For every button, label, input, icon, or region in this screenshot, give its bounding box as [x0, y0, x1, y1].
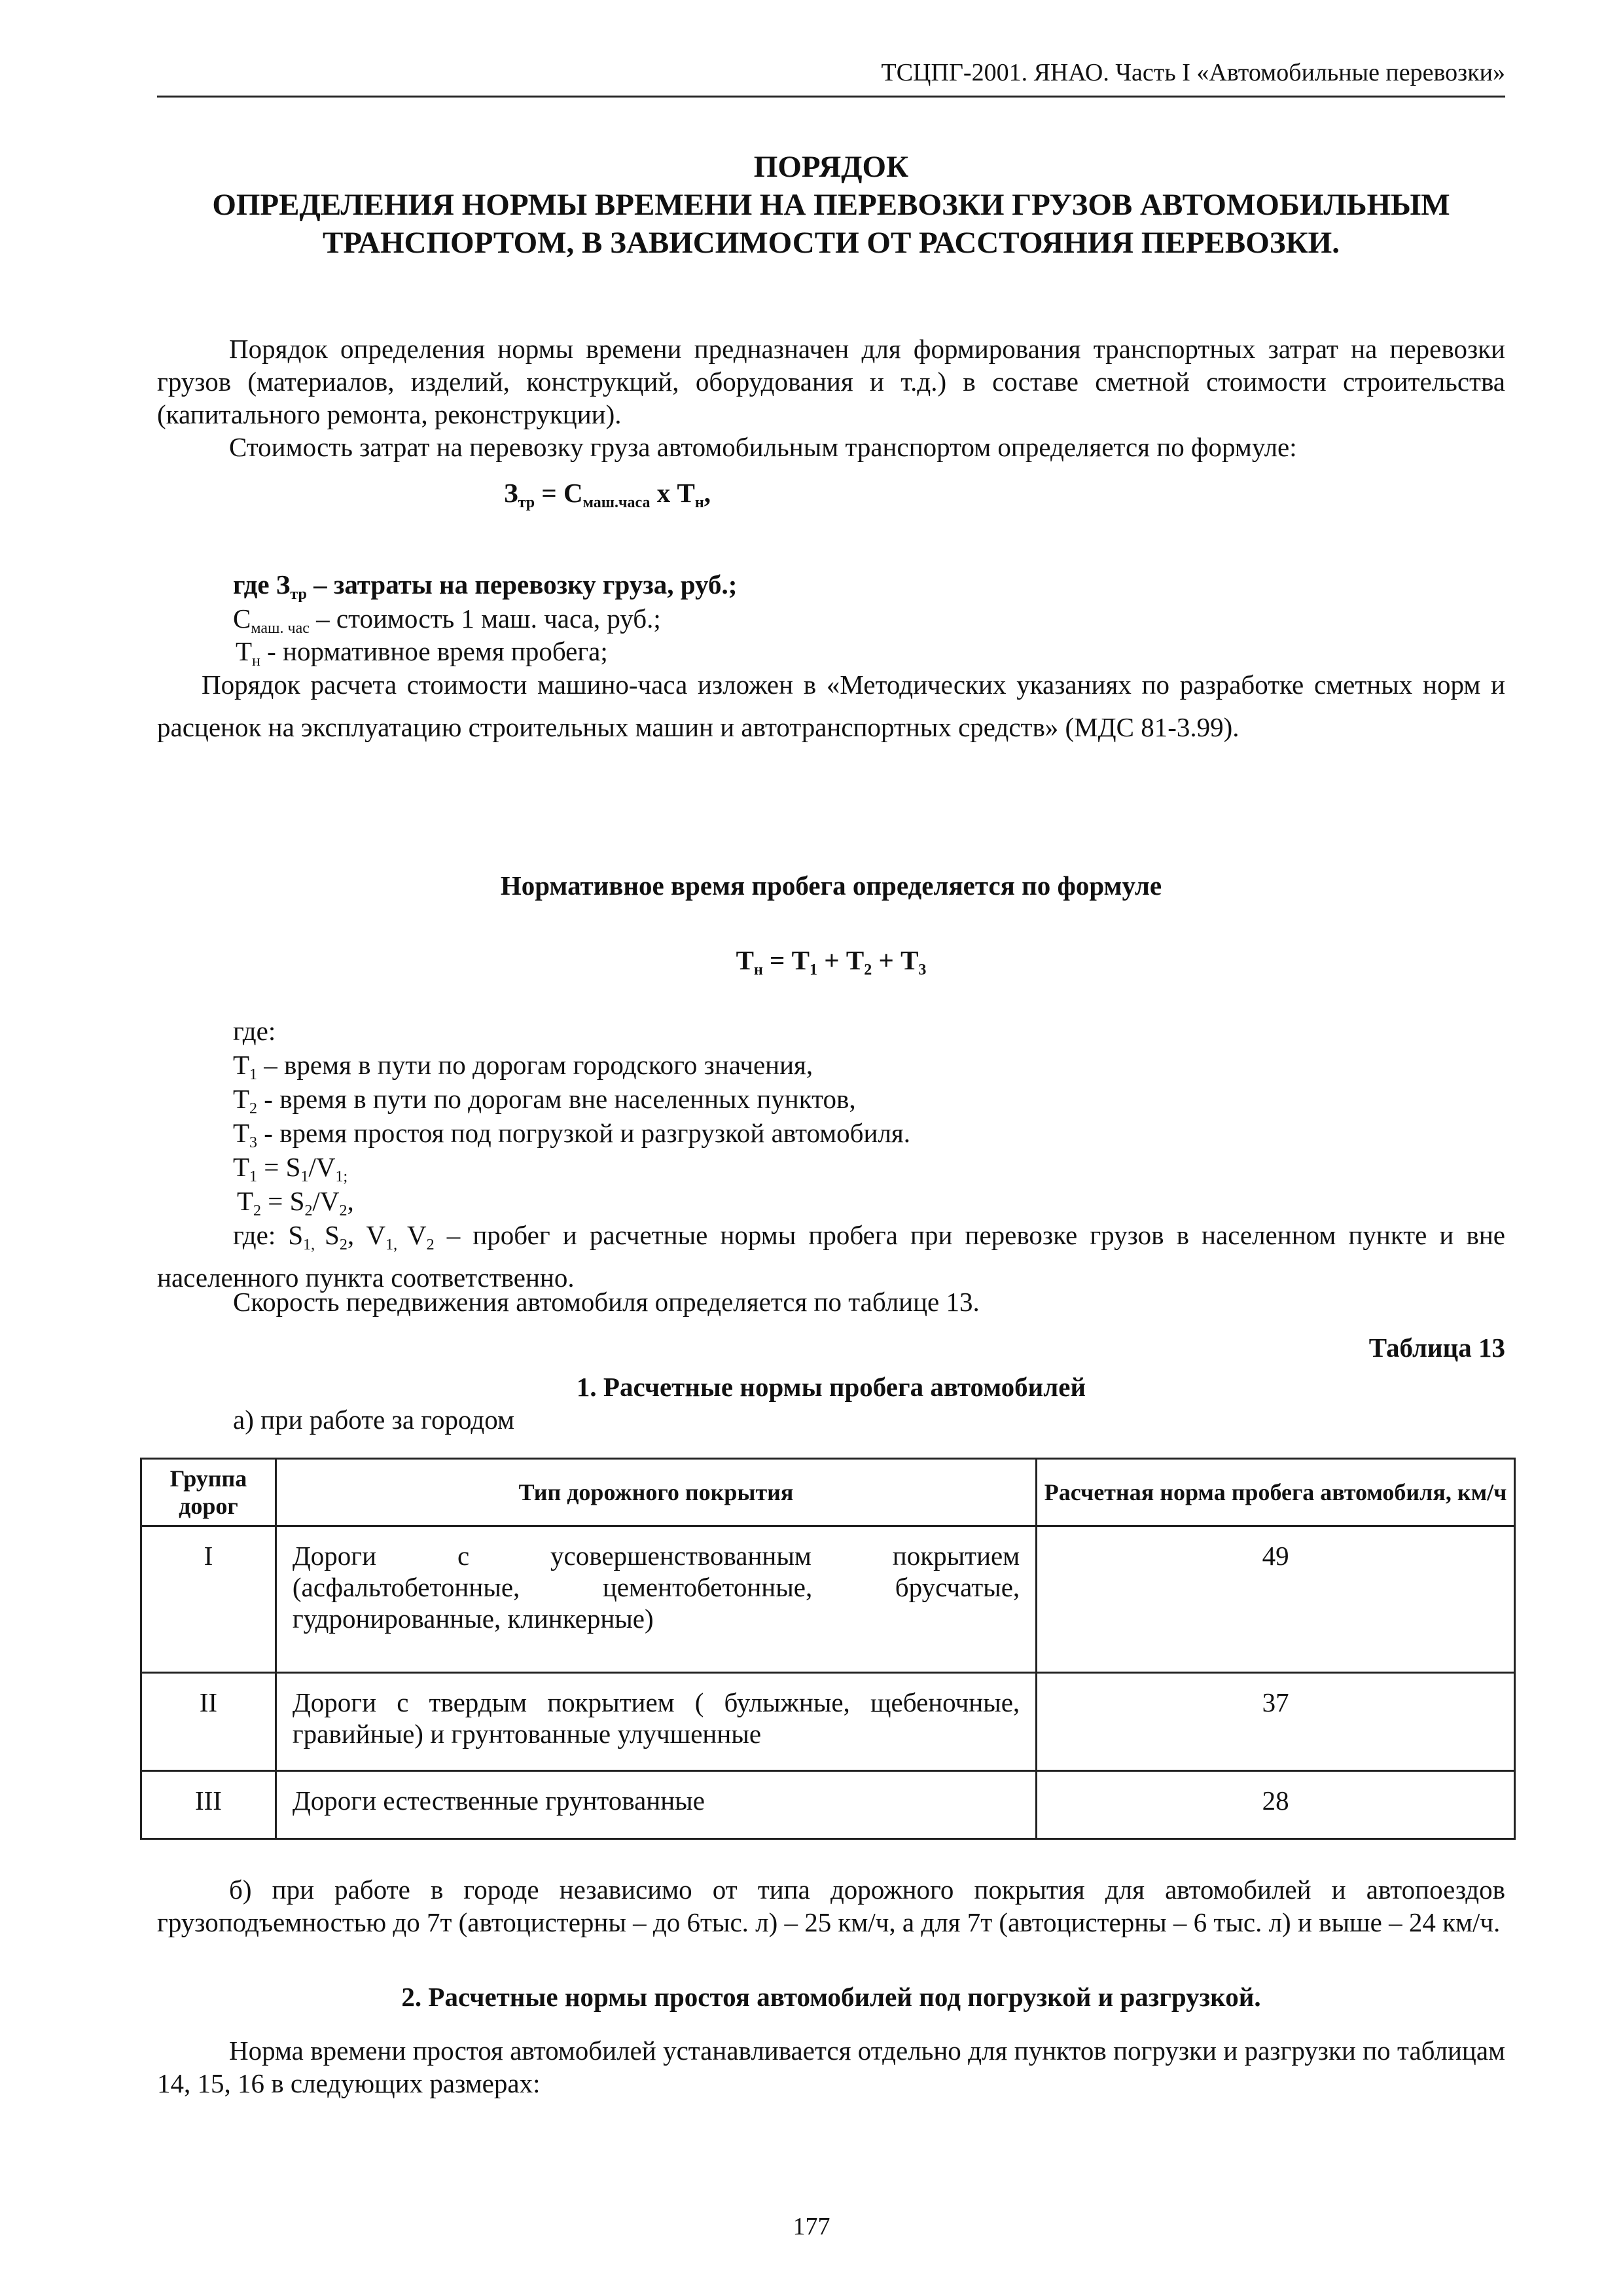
- intro-formula-lead: Стоимость затрат на перевозку груза автомобильным транспортом определяется по формуле:: [229, 432, 1297, 462]
- where-label: где:: [233, 1016, 276, 1046]
- table-header-row: [141, 1459, 1515, 1526]
- table-row: [141, 1526, 1515, 1673]
- cell-type: Дороги естественные грунтованные: [276, 1771, 1036, 1839]
- page-number: 177: [793, 2213, 830, 2240]
- where-norm-time-line: $Т_н$ - нормативное время пробега;: [236, 636, 608, 670]
- formula-t1: $Т_1 = S_1/V_{1;}$: [233, 1152, 348, 1185]
- road-speed-table: [140, 1458, 1516, 1840]
- cell-group: III: [141, 1771, 276, 1839]
- where-cost-line: где $З_{тр}$ – затраты на перевозку груза, руб.;: [233, 569, 738, 603]
- formula-t2: $Т_2 = S_2/V_2$,: [237, 1186, 354, 1219]
- table-subheading: а) при работе за городом: [233, 1405, 514, 1435]
- cell-speed: 28: [1037, 1771, 1515, 1839]
- table-row: [141, 1673, 1515, 1771]
- cell-group: II: [141, 1673, 276, 1771]
- method-note-paragraph: Порядок расчета стоимости машино-часа изложен в «Методических указаниях по разработке сметных норм и расценок на эксплуатацию строительных машин и автотранспортных средств» (МДС 81-3.99).: [157, 670, 1505, 742]
- table-row: [141, 1771, 1515, 1839]
- section2-paragraph: Норма времени простоя автомобилей устанавливается отдельно для пунктов погрузки и разгрузки по таблицам 14, 15, 16 в следующих размерах:: [157, 2036, 1505, 2098]
- title-line-2: ОПРЕДЕЛЕНИЯ НОРМЫ ВРЕМЕНИ НА ПЕРЕВОЗКИ ГРУЗОВ АВТОМОБИЛЬНЫМ: [212, 188, 1450, 222]
- table-label: Таблица 13: [1368, 1333, 1505, 1363]
- title-line-3: ТРАНСПОРТОМ, В ЗАВИСИМОСТИ ОТ РАССТОЯНИЯ ПЕРЕВОЗКИ.: [323, 226, 1340, 260]
- intro-paragraph: Порядок определения нормы времени предназначен для формирования транспортных затрат на перевозки грузов (материалов, изделий, конструкций, оборудования и т.д.) в составе сметной стоимости строительства (капитального ремонта, реконструкции).: [157, 334, 1505, 429]
- cell-type: Дороги с усовершенствованным покрытием (асфальтобетонные, цементобетонные, брусчатые, гудронированные, клинкерные): [276, 1526, 1036, 1673]
- where-t1-line: $Т_1$ – время в пути по дорогам городского значения,: [233, 1050, 813, 1083]
- running-header: ТСЦПГ-2001. ЯНАО. Часть I «Автомобильные перевозки»: [881, 59, 1505, 86]
- col-header-type: Тип дорожного покрытия: [276, 1459, 1036, 1526]
- cell-speed: 49: [1037, 1526, 1515, 1673]
- formula-cost: $З_{тр} = С_{маш.часа}$ х $Т_н$,: [504, 478, 711, 511]
- city-speed-paragraph: б) при работе в городе независимо от типа дорожного покрытия для автомобилей и автопоездов грузоподъемностью до 7т (автоцистерны – до 6тыс. л) – 25 км/ч, а для 7т (автоцистерны – 6 тыс. л) и выше – 24 км/ч.: [157, 1874, 1505, 1937]
- norm-time-heading: Нормативное время пробега определяется по формуле: [500, 870, 1162, 901]
- title-line-1: ПОРЯДОК: [753, 150, 909, 184]
- table-heading: 1. Расчетные нормы пробега автомобилей: [576, 1372, 1086, 1402]
- col-header-speed: Расчетная норма пробега автомобиля, км/ч: [1037, 1459, 1515, 1526]
- variables-legend: где: $S_{1,}$ $S_2$, $V_{1,}$ $V_2$ – пробег и расчетные нормы пробега при перевозке грузов в населенном пункте и вне населенного пункта соответственно.: [157, 1220, 1506, 1293]
- where-t2-line: $Т_2$ - время в пути по дорогам вне населенных пунктов,: [233, 1084, 856, 1117]
- cell-group: I: [141, 1526, 276, 1673]
- cell-type: Дороги с твердым покрытием ( булыжные, щебеночные, гравийные) и грунтованные улучшенные: [276, 1673, 1036, 1771]
- formula-norm-time: $Т_н = Т_1 + Т_2 + Т_3$: [736, 945, 927, 978]
- col-header-group: Группа дорог: [141, 1459, 276, 1526]
- where-t3-line: $Т_3$ - время простоя под погрузкой и разгрузкой автомобиля.: [233, 1118, 911, 1151]
- cell-speed: 37: [1037, 1673, 1515, 1771]
- where-machine-hour-line: $С_{маш. час}$ – стоимость 1 маш. часа, руб.;: [233, 603, 661, 637]
- header-rule: [157, 96, 1505, 98]
- section2-heading: 2. Расчетные нормы простоя автомобилей под погрузкой и разгрузкой.: [401, 1982, 1261, 2012]
- speed-table-note: Скорость передвижения автомобиля определяется по таблице 13.: [233, 1287, 980, 1317]
